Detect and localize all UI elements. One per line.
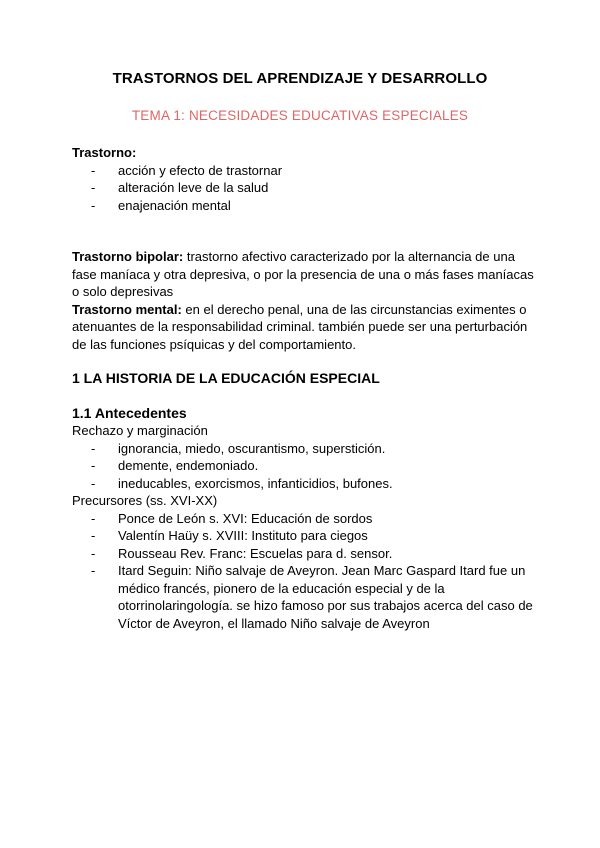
mental-paragraph — [72, 301, 542, 354]
list-item: - demente, endemoniado. — [72, 457, 542, 475]
list-item: - Itard Seguin: Niño salvaje de Aveyron. Jean Marc Gaspard Itard fue un médico francés, pionero de la educación especial y de la otorrinolaringología. se hizo famoso por sus trabajos acerca del caso de Víctor de Aveyron, el llamado Niño salvaje de Aveyron — [72, 562, 542, 632]
list-item: - ignorancia, miedo, oscurantismo, superstición. — [72, 440, 542, 458]
list-item: - Valentín Haüy s. XVIII: Instituto para ciegos — [72, 527, 542, 545]
bipolar-paragraph — [72, 248, 542, 301]
list-item: - ineducables, exorcismos, infanticidios, bufones. — [72, 475, 542, 493]
list-item: - enajenación mental — [72, 197, 542, 215]
precursores-label: Precursores (ss. XVI-XX) — [72, 493, 218, 508]
section-1-1-heading: 1.1 Antecedentes — [72, 404, 187, 421]
rechazo-label: Rechazo y marginación — [72, 423, 208, 438]
mental-definition: en el derecho penal, una de las circunstancias eximentes o atenuantes de la responsabilidad criminal. también puede ser una perturbación de las funciones psíquicas y del comportamiento. — [72, 301, 528, 352]
trastorno-heading: Trastorno: — [72, 145, 137, 160]
document-body — [72, 144, 542, 632]
document-subtitle: TEMA 1: NECESIDADES EDUCATIVAS ESPECIALES — [131, 108, 469, 123]
rechazo-list — [72, 440, 542, 493]
bipolar-term: Trastorno bipolar: — [72, 249, 184, 264]
list-item: - Rousseau Rev. Franc: Escuelas para d. sensor. — [72, 545, 542, 563]
document-title: TRASTORNOS DEL APRENDIZAJE Y DESARROLLO — [112, 70, 488, 87]
list-item: - alteración leve de la salud — [72, 179, 542, 197]
mental-term: Trastorno mental: — [72, 301, 182, 317]
trastorno-list — [72, 162, 542, 215]
bipolar-definition: trastorno afectivo caracterizado por la alternancia de una fase maníaca y otra depresiva, o por la presencia de una o más fases maníacas o solo depresivas — [72, 249, 534, 299]
list-item: - Ponce de León s. XVI: Educación de sordos — [72, 510, 542, 528]
section-1-heading: 1 LA HISTORIA DE LA EDUCACIÓN ESPECIAL — [72, 370, 380, 386]
list-item: - acción y efecto de trastornar — [72, 162, 542, 180]
precursores-list — [72, 510, 542, 633]
